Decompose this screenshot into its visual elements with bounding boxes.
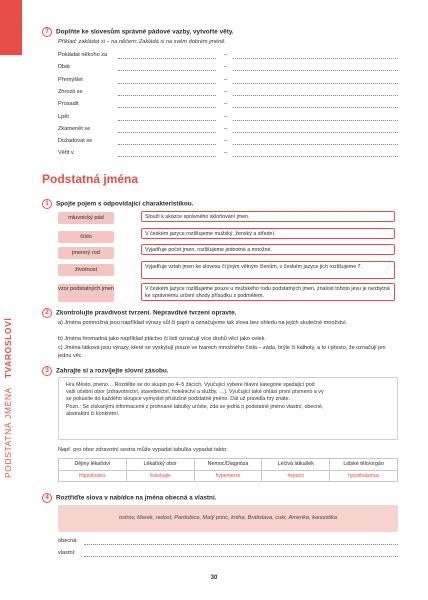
verb-row [58,150,398,160]
side-chapter: TVAROSLOVÍ [3,317,13,379]
table-intro: Např. pro obor zdravotní sestra může vypadat tabulka vypadat takto: [58,447,228,453]
verb-label: Zhrozit se [58,88,83,95]
dash: – [224,138,228,145]
sentence-answer-line[interactable] [233,144,398,145]
sentence-answer-line[interactable] [233,83,398,84]
dash: – [224,125,228,132]
sentence-answer-line[interactable] [233,132,398,133]
statement-b: b) Jména hromadná jako například ptáctvo či listí označují více druhů věcí jako celek. [58,336,266,342]
task1-title: 1 Spojte pojem s odpovídající charakteristikou. [42,199,193,209]
verb-label: Dbát [58,64,70,71]
note-line: Pozn.: Se získanými informacemi z prohnané tabulky určete, zda se jedná o podstatné jméno vlastní, obecné, [66,403,324,410]
label-proper: vlastní: [58,550,76,556]
task4-title: 4 Roztřiďte slova v nabídce na jména obecná a vlastní. [42,493,217,503]
answer-common[interactable] [58,538,398,548]
case-answer-line[interactable] [118,70,216,71]
task1-number: 1 [42,199,52,209]
task7-example: Příklad: zakládat si – na něčem: Zakládá si na svém dobrém jméně. [58,39,226,45]
table-header: Nemoc/Diagnóza [194,459,262,471]
verb-label: Zkamenět se [58,125,91,132]
verb-row [58,114,398,124]
dash: – [224,101,228,108]
case-answer-line[interactable] [118,95,216,96]
section-heading: Podstatná jména [42,172,139,186]
verb-row [58,77,398,87]
task7-title: 7 Doplňte ke slovesům správné pádové vazby, vytvořte věty. [42,27,234,37]
example-table [58,458,398,482]
table-cell: histologie [126,470,194,482]
task2-number: 2 [42,308,52,318]
side-tab [0,0,22,600]
task4-number: 4 [42,493,52,503]
case-answer-line[interactable] [118,58,216,59]
dash: – [224,76,228,83]
verb-label: Lpět [58,113,69,120]
case-answer-line[interactable] [118,144,216,145]
dash: – [224,64,228,71]
definition-3[interactable]: Vyjadřuje počet jmen, rozlišujeme jednotné a množné. [141,244,395,255]
table-header-row [59,459,398,471]
definition-4[interactable]: Vyjadřuje vztah jmen ke slovesu či jiným větným členům, v českém jazyce jich rozlišujeme 7. [141,261,395,279]
note-line: vaši učební obor (zdravotnictví, stavebnictví, hotelnictví a služby, …). Vyučující také ohlásí první písmeno a vy [66,389,324,396]
verb-label: Věřit v [58,150,74,157]
dash: – [224,113,228,120]
verb-label: Přemýšlet [58,76,83,83]
table-cell: heparin [262,470,330,482]
verb-row [58,89,398,99]
dash: – [224,52,228,58]
table-row [59,470,398,482]
sentence-answer-line[interactable] [233,58,398,59]
task7-number: 7 [42,27,52,37]
definition-2[interactable]: V českém jazyce rozlišujeme mužský, ženský a střední. [141,228,395,239]
side-tab-red-block [0,0,22,55]
statement-c: c) Jména látková jsou výrazy, které se vyskytují pouze ve tvarech množného čísla – záda, brýle či kalhoty, a to i přesto, že označují jen jednu věc. [58,345,386,359]
term-mluvnicky-pad[interactable]: mluvnický pád [58,212,114,224]
verb-label: Prosadit [58,101,79,108]
task3-title: 3 Zahrajte si a rozvíjejte slovní zásobu. [42,366,169,376]
statement-a: a) Jména pomnožná jsou například výrazy sůl či papír a označujeme tak slova bez ohledu na jejich skutečné množství. [58,320,348,326]
note-line: abstraktní či konkrétní. [66,410,120,417]
side-subchapter: PODSTATNÁ JMÉNA [3,387,13,478]
sentence-answer-line[interactable] [233,95,398,96]
note-line: Hra Město, jméno… Rozdělte se do skupin po 4–5 žácích. Vyučující vybere hlavní kategorie spadající pod [66,382,315,388]
page-number: 30 [210,575,218,581]
task3-number: 3 [42,366,52,376]
sentence-answer-line[interactable] [233,70,398,71]
term-zivotnost[interactable]: životnost [58,264,114,276]
case-answer-line[interactable] [118,83,216,84]
table-cell: Hippokrates [59,470,127,482]
case-answer-line[interactable] [118,132,216,133]
verb-row [58,101,398,111]
term-jmenny-rod[interactable]: jmenný rod [58,247,114,259]
table-header: Léčivá látka/lék [262,459,330,471]
answer-proper[interactable] [58,550,398,560]
verb-row [58,126,398,136]
sentence-answer-line[interactable] [233,107,398,108]
verb-label: Dožadovat se [58,138,93,145]
verb-row [58,138,398,148]
definition-5[interactable]: V českém jazyce rozlišujeme pouze u mužského rodu podstatných jmen, znalost tohoto jevu je nezbytná ke správnému určení shody přísudku s podmětem. [141,283,395,301]
word-bank: ostrov, Marek, radost, Pardubice, Malý princ, kniha, Bratislava, cukr, Amerika, kanoistika [58,505,398,532]
case-answer-line[interactable] [118,120,216,121]
task3-note-box [58,377,398,440]
table-header: Lékařský obor [126,459,194,471]
side-tab-text [3,228,19,478]
verb-row [58,52,398,62]
verb-label: Pokládat někoho za [58,52,108,58]
term-vzor[interactable]: vzor podstatných jmen [58,284,114,302]
verb-row [58,64,398,74]
answer-line[interactable] [84,556,398,557]
dash: – [224,88,228,95]
term-cislo[interactable]: číslo [58,231,114,243]
case-answer-line[interactable] [118,156,216,157]
table-cell: hypothalamus [330,470,398,482]
case-answer-line[interactable] [118,107,216,108]
sentence-answer-line[interactable] [233,120,398,121]
note-line: se pokusíte do každého sloupce vymyslet příslušné podstatné jméno. Dál už pravidla hry znáte. [66,396,291,403]
table-header: Lidské tělo/orgán [330,459,398,471]
table-header: Dějiny lékařství [59,459,127,471]
table-cell: hypertenze [194,470,262,482]
definition-1[interactable]: Slouží k ukázce správného skloňování jmen. [141,211,395,222]
sentence-answer-line[interactable] [233,156,398,157]
answer-line[interactable] [84,544,398,545]
task2-title: 2 Zkontrolujte pravdivost tvrzení. Nepravdivé tvrzení opravte. [42,308,236,318]
dash: – [224,150,228,157]
label-common: obecná: [58,538,78,544]
